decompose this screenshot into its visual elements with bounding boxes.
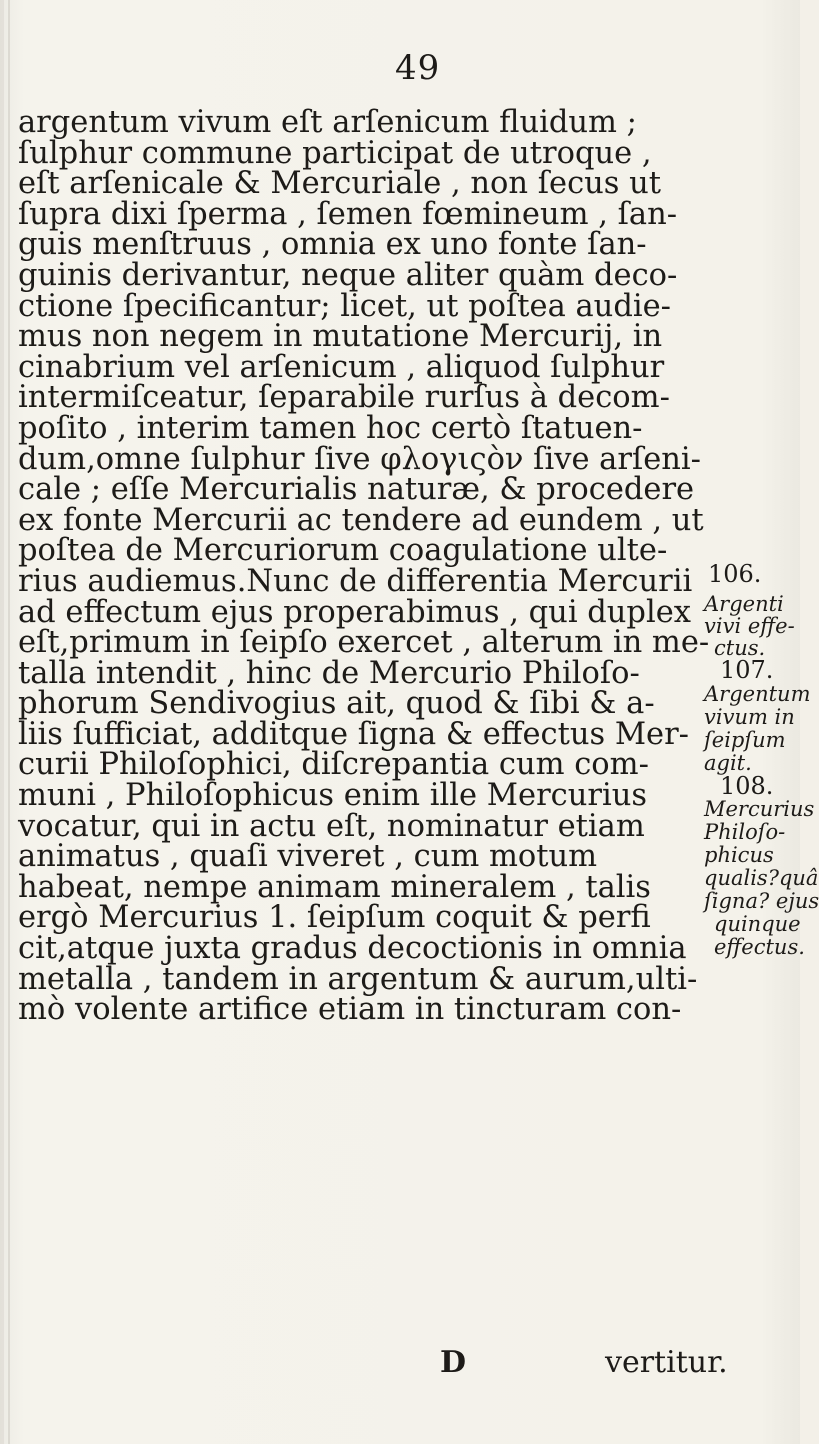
text-line: argentum vivum eſt arſenicum fluidum ;: [18, 105, 637, 140]
margin-note: Argentum: [704, 682, 811, 706]
margin-note-number: 107.: [720, 656, 774, 684]
margin-note: Mercurius: [704, 797, 815, 821]
text-line: cale ; eſſe Mercurialis naturæ, & procedere: [18, 472, 695, 508]
text-line: guis menſtruus , omnia ex uno fonte ſan-: [18, 227, 647, 263]
text-line: ergò Mercurius 1. ſeipſum coquit & perfi: [18, 900, 651, 936]
text-line: eſt arſenicale & Mercuriale , non ſecus ut: [18, 166, 662, 202]
margin-note: phicus: [704, 843, 774, 867]
text-line: animatus , quaſi viveret , cum motum: [18, 839, 598, 875]
margin-note: ſeipſum: [704, 728, 786, 752]
text-line: curii Philoſophici, diſcrepantia cum com-: [18, 747, 649, 783]
text-line: poſtea de Mercuriorum coagulatione ulte-: [18, 533, 668, 569]
margin-note: ctus.: [714, 636, 766, 660]
text-line: ſulphur commune participat de utroque ,: [18, 135, 652, 171]
margin-note-number: 106.: [708, 560, 762, 588]
margin-note: effectus.: [714, 935, 805, 959]
text-line: talla intendit , hinc de Mercurio Philoſo-: [18, 655, 640, 691]
margin-note-number: 108.: [720, 772, 774, 800]
text-line: cit,atque juxta gradus decoctionis in omnia: [18, 931, 687, 967]
text-line: rius audiemus.Nunc de differentia Mercurii: [18, 563, 693, 599]
text-line: vocatur, qui in actu eſt, nominatur etiam: [18, 808, 645, 844]
text-line: habeat, nempe animam mineralem , talis: [18, 869, 651, 905]
text-line: ſupra dixi ſperma , ſemen fœmineum , ſan-: [18, 196, 678, 232]
text-line: guinis derivantur, neque aliter quàm deco-: [18, 257, 678, 293]
margin-note: ſigna? ejus: [704, 889, 819, 913]
page-gutter-shadow: [0, 0, 4, 1444]
text-line: mus non negem in mutatione Mercurij, in: [18, 319, 663, 355]
text-line: liis ſufficiat, additque ſigna & effectus Mer-: [18, 716, 689, 752]
margin-note: Philoſo-: [704, 820, 786, 844]
text-line: eſt,primum in ſeipſo exercet , alterum in me-: [18, 625, 710, 661]
text-line: phorum Sendivogius ait, quod & ſibi & a-: [18, 686, 655, 722]
margin-note: Argenti: [704, 592, 784, 616]
catchword: vertitur.: [605, 1345, 728, 1380]
text-line: cinabrium vel arſenicum , aliquod ſulphur: [18, 349, 665, 385]
text-line: ad effectum ejus properabimus , qui duplex: [18, 594, 691, 630]
margin-note: vivi effe-: [704, 614, 795, 638]
body-text: [18, 105, 748, 1028]
text-line: intermiſceatur, ſeparabile rurſus à decom-: [18, 380, 670, 416]
margin-note: qualis?quâ: [704, 866, 819, 890]
page-number: 49: [395, 48, 441, 88]
margin-note: vivum in: [704, 705, 795, 729]
text-line: poſito , interim tamen hoc certò ſtatuen-: [18, 410, 643, 446]
margin-note: agit.: [704, 751, 752, 775]
text-line: ex fonte Mercurii ac tendere ad eundem , ut: [18, 502, 704, 538]
text-line: muni , Philoſophicus enim ille Mercurius: [18, 778, 648, 814]
margin-note: quinque: [714, 912, 801, 936]
page-gutter-edge: [8, 0, 10, 1444]
text-line: mò volente artifice etiam in tincturam con-: [18, 992, 682, 1028]
signature-mark: D: [440, 1345, 467, 1380]
text-line: dum,omne ſulphur ſive φλογιςὸν ſive arſeni-: [18, 441, 701, 477]
text-line: ctione ſpecificantur; licet, ut poſtea audie-: [18, 288, 671, 324]
text-line: metalla , tandem in argentum & aurum,ulti-: [18, 961, 698, 997]
